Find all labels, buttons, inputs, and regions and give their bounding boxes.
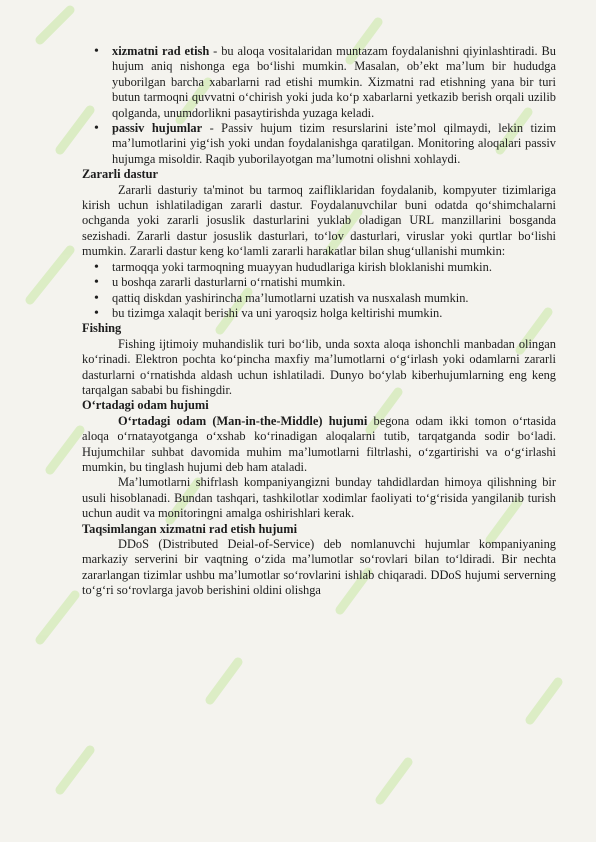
bullet-text: - Passiv hujum tizim resurslarini iste’mol qilmaydi, lekin tizim ma’lumotlarini yig‘ish yoki undan foydalanishga qaratilgan. Monitoring aloqalari passiv hujumga misoldir. Raqib yuborilayotgan ma’lumotni olishni xohlaydi. (112, 121, 557, 166)
paragraph-mitm-2: Ma’lumotlarni shifrlash kompaniyangizni bunday tahdidlardan himoya qilishning bir usuli hisoblanadi. Bundan tashqari, tashkilotlar xodimlar faoliyati to‘g‘risida yangilanib turish uchun audit va monitoringni amalga oshirishlari kerak. (82, 475, 556, 521)
bullet-text: - bu aloqa vositalaridan muntazam foydalanishni qiyinlashtiradi. Bu hujum aniq nishonga ega bo‘lishi mumkin. Masalan, ob’ekt ma’lum bir hududga yuborilgan barcha xabarlarni rad etishi mumkin. Xizmatni rad etishning yana bir turi butun tarmoqni quvvatni o‘chirish yoki juda ko‘p xabarlarni yetkazib berish orqali uzilib qolganda, unumdorlikni pasaytirishda yuzaga keladi. (112, 44, 556, 120)
paragraph-ddos: DDoS (Distributed Deial-of-Service) deb nomlanuvchi hujumlar kompaniyaning markaziy serverini bir vaqtning o‘zida ma’lumotlar so‘rovlari bilan to‘ldiradi. Bir nechta zararlangan tizimlar ushbu ma’lumotlar so‘rovlarini ishlab chiqaradi. DDoS hujumi serverning to‘g‘ri so‘rovlarga javob berishini oldini olishga (82, 537, 556, 598)
paragraph-phishing: Fishing ijtimoiy muhandislik turi bo‘lib, unda soxta aloqa ishonchli manbadan olingan ko‘rinadi. Elektron pochta ko‘pincha maxfiy ma’lumotlarni o‘g‘irlash yoki odamlarni zararli dasturlarni o‘rnatishda aldash uchun ishlatiladi. Dunyo bo‘ylab kiberhujumlarning eng keng tarqalgan sababi bu fishingdir. (82, 336, 556, 397)
heading-phishing: Fishing (82, 321, 122, 336)
list-item-passive-attacks (82, 121, 556, 167)
document-page (82, 44, 556, 599)
heading-mitm: O‘rtadagi odam hujumi (82, 398, 209, 413)
mitm-term: O‘rtadagi odam (Man-in-the-Middle) hujumi (118, 413, 368, 428)
list-item: • qattiq diskdan yashirincha ma’lumotlarni uzatish va nusxalash mumkin. (82, 291, 556, 306)
list-item-dos (82, 44, 556, 121)
heading-ddos: Taqsimlangan xizmatni rad etish hujumi (82, 521, 298, 536)
bullet-term: xizmatni rad etish (112, 44, 210, 58)
list-item: • u boshqa zararli dasturlarni o‘rnatishi mumkin. (82, 275, 556, 290)
paragraph-malware: Zararli dasturiy ta'minot bu tarmoq zaifliklaridan foydalanib, kompyuter tizimlariga kirish uchun ishlatiladigan zararli dastur. Foydalanuvchilar buni odatda qo‘shimchalarni ochganda yoki zararli josuslik dasturlarini yuklab oladigan URL manzillarini bosganda sezishadi. Zararli dastur josuslik dasturlari, to‘lov dasturlari, viruslar yoki qurtlar bo‘lishi mumkin. Zararli dastur keng ko‘lamli zararli harakatlar bilan shug‘ullanishi mumkin: (82, 182, 556, 259)
list-item: • tarmoqqa yoki tarmoqning muayyan hududlariga kirish bloklanishi mumkin. (82, 260, 556, 275)
paragraph-mitm-1 (82, 414, 556, 476)
list-item: • bu tizimga xalaqit berishi va uni yaroqsiz holga keltirishi mumkin. (82, 306, 556, 321)
bullet-term: passiv hujumlar (112, 121, 203, 136)
heading-malware: Zararli dastur (82, 167, 159, 182)
mitm-text: begona odam ikki tomon o‘rtasida aloqa o‘rnatayotganga o‘xshab ko‘rinadigan aloqalarni tutib, tarqatganda sodir bo‘ladi. Hujumchilar suhbat davomida muhim ma’lumotlarni filtrlashi, o‘zgartirishi va o‘g‘irlashi mumkin, bu tinglash hujumi deb ham ataladi. (82, 413, 556, 474)
